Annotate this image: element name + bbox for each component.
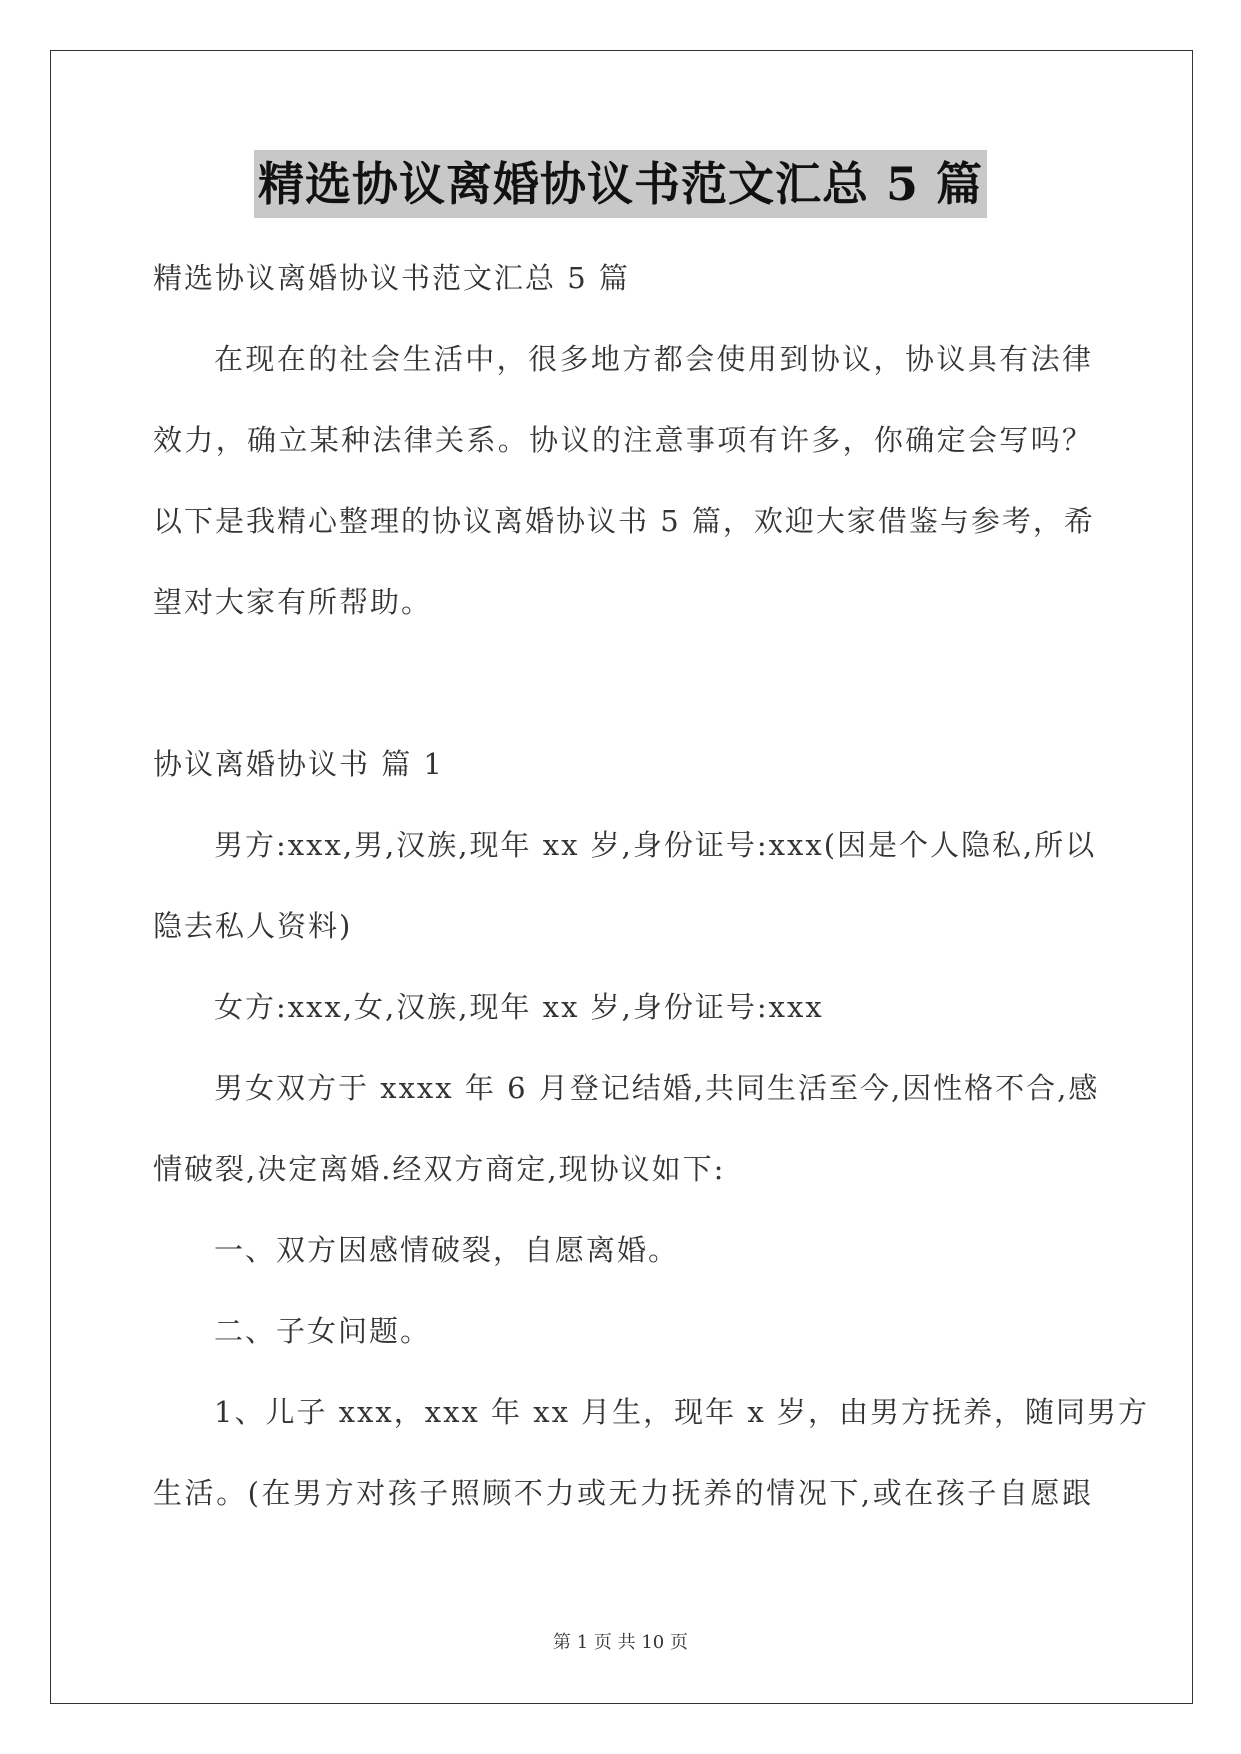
clause-line: 二、子女问题。 (214, 1314, 432, 1348)
paragraph-gap (153, 643, 1093, 724)
document-title: 精选协议离婚协议书范文汇总 5 篇 (254, 150, 987, 218)
title-container (0, 150, 1241, 218)
document-body (153, 238, 1149, 1534)
clause-line: 1、儿子 xxx，xxx 年 xx 月生，现年 x 岁，由男方抚养，随同男方 (214, 1395, 1149, 1429)
agreement-line: 男女双方于 xxxx 年 6 月登记结婚,共同生活至今,因性格不合,感 (214, 1071, 1100, 1105)
intro-line: 效力，确立某种法律关系。协议的注意事项有许多，你确定会写吗？ (153, 423, 1093, 457)
subtitle-line: 精选协议离婚协议书范文汇总 5 篇 (153, 261, 630, 295)
intro-line: 望对大家有所帮助。 (153, 585, 433, 619)
intro-line: 以下是我精心整理的协议离婚协议书 5 篇，欢迎大家借鉴与参考，希 (153, 504, 1095, 538)
page-footer: 第 1 页 共 10 页 (553, 1632, 688, 1653)
section-heading: 协议离婚协议书 篇 1 (153, 747, 444, 781)
party-male-line: 隐去私人资料) (153, 909, 353, 943)
intro-line: 在现在的社会生活中，很多地方都会使用到协议，协议具有法律 (214, 342, 1093, 376)
agreement-line: 情破裂,决定离婚.经双方商定,现协议如下: (153, 1152, 726, 1186)
party-male-line: 男方:xxx,男,汉族,现年 xx 岁,身份证号:xxx(因是个人隐私,所以 (214, 828, 1097, 862)
clause-line: 生活。(在男方对孩子照顾不力或无力抚养的情况下,或在孩子自愿跟 (153, 1476, 1093, 1510)
clause-line: 一、双方因感情破裂，自愿离婚。 (214, 1233, 680, 1267)
party-female-line: 女方:xxx,女,汉族,现年 xx 岁,身份证号:xxx (214, 990, 824, 1024)
